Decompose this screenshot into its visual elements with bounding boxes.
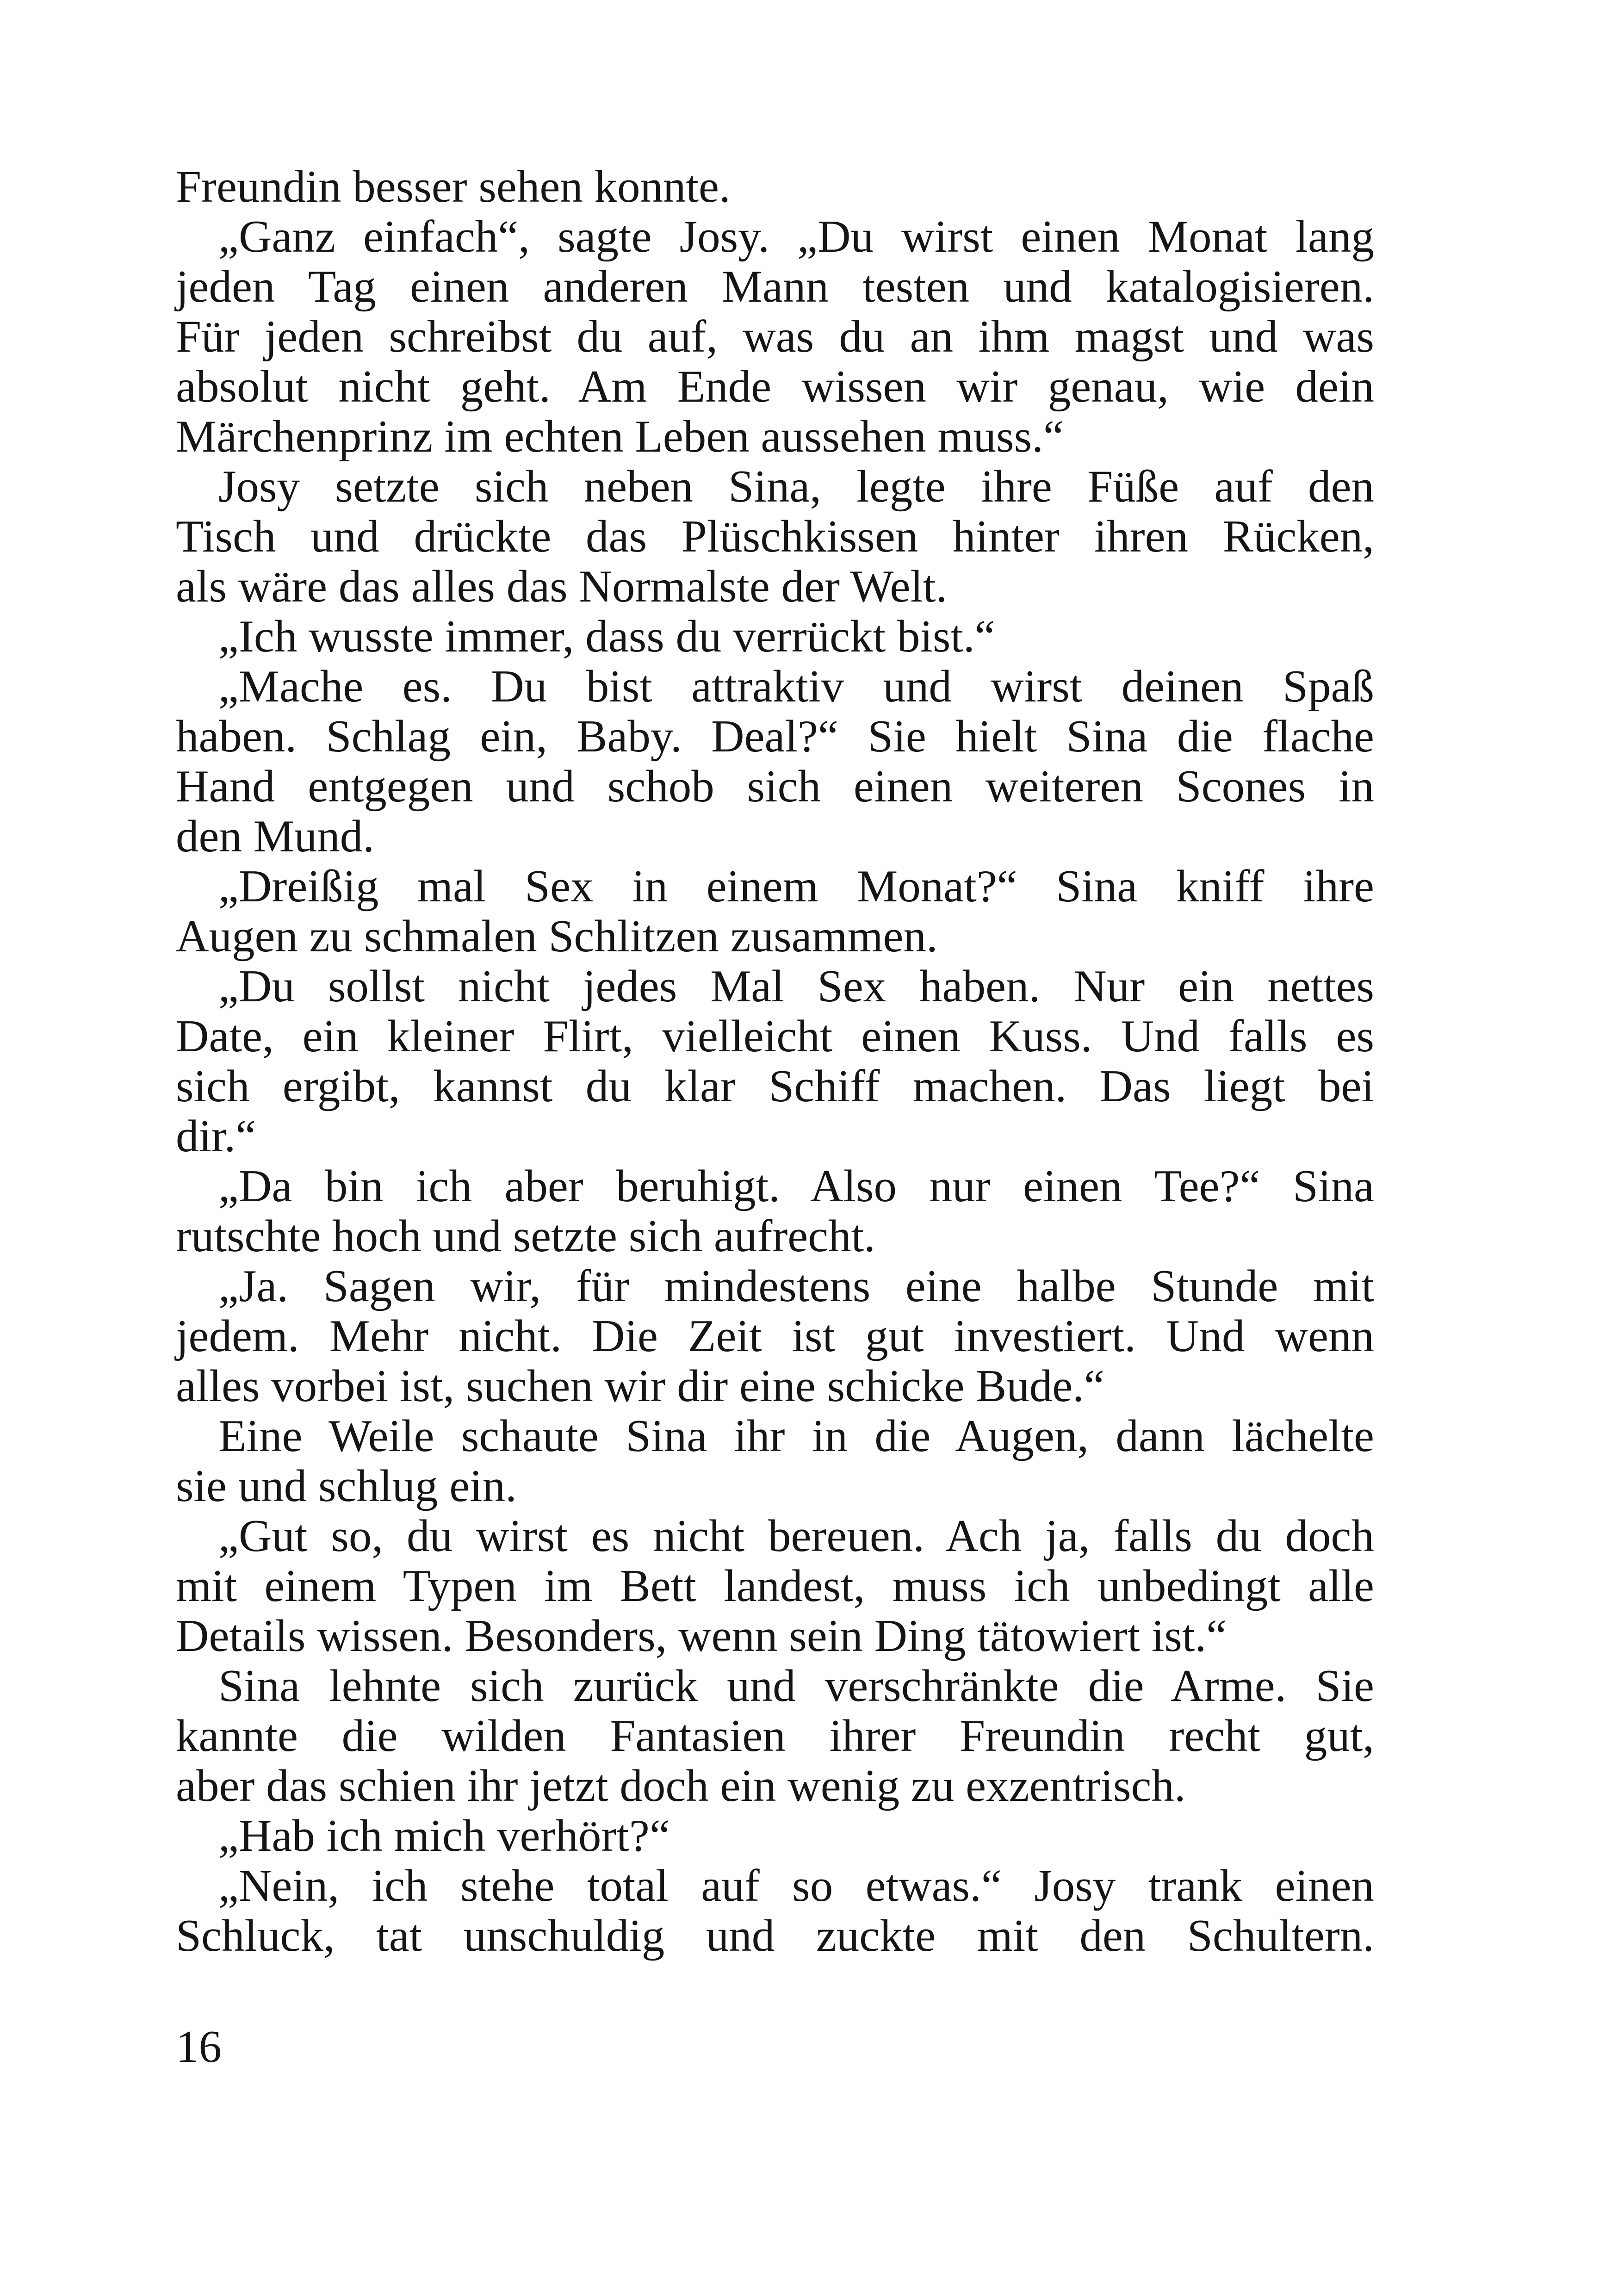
text-line: „Dreißig mal Sex in einem Monat?“ Sina kniff ihre xyxy=(218,861,1374,912)
text-line: Für jeden schreibst du auf, was du an ihm magst und was xyxy=(176,311,1374,362)
text-line: mit einem Typen im Bett landest, muss ich unbedingt alle xyxy=(176,1561,1374,1611)
page-body xyxy=(176,162,1374,2013)
text-line: kannte die wilden Fantasien ihrer Freundin recht gut, xyxy=(176,1711,1374,1761)
text-line: als wäre das alles das Normalste der Welt. xyxy=(176,561,948,612)
text-line: Märchenprinz im echten Leben aussehen muss.“ xyxy=(176,411,1064,462)
text-line: „Da bin ich aber beruhigt. Also nur einen Tee?“ Sina xyxy=(218,1161,1374,1211)
text-line: „Ganz einfach“, sagte Josy. „Du wirst einen Monat lang xyxy=(218,211,1374,262)
text-line: aber das schien ihr jetzt doch ein wenig zu exzentrisch. xyxy=(176,1761,1186,1811)
text-line: haben. Schlag ein, Baby. Deal?“ Sie hielt Sina die flache xyxy=(176,711,1374,762)
text-line: rutschte hoch und setzte sich aufrecht. xyxy=(176,1211,875,1261)
text-line: Josy setzte sich neben Sina, legte ihre Füße auf den xyxy=(218,461,1374,512)
page-number: 16 xyxy=(176,2022,222,2072)
text-line: sich ergibt, kannst du klar Schiff machen. Das liegt bei xyxy=(176,1061,1374,1111)
text-line: „Nein, ich stehe total auf so etwas.“ Josy trank einen xyxy=(218,1861,1374,1911)
text-line: sie und schlug ein. xyxy=(176,1461,517,1511)
text-line: Date, ein kleiner Flirt, vielleicht einen Kuss. Und falls es xyxy=(176,1011,1374,1061)
text-line: „Gut so, du wirst es nicht bereuen. Ach ja, falls du doch xyxy=(218,1511,1374,1561)
text-line: jeden Tag einen anderen Mann testen und katalogisieren. xyxy=(176,261,1374,312)
text-line: jedem. Mehr nicht. Die Zeit ist gut investiert. Und wenn xyxy=(176,1311,1374,1361)
text-line: „Du sollst nicht jedes Mal Sex haben. Nur ein nettes xyxy=(218,961,1374,1011)
text-line: Freundin besser sehen konnte. xyxy=(176,161,731,212)
text-line: Augen zu schmalen Schlitzen zusammen. xyxy=(176,911,938,962)
text-line: Eine Weile schaute Sina ihr in die Augen, dann lächelte xyxy=(218,1411,1374,1461)
text-line: Schluck, tat unschuldig und zuckte mit den Schultern. xyxy=(176,1911,1374,1961)
text-line: „Ja. Sagen wir, für mindestens eine halbe Stunde mit xyxy=(218,1261,1374,1311)
text-line: Hand entgegen und schob sich einen weiteren Scones in xyxy=(176,761,1374,812)
text-line: alles vorbei ist, suchen wir dir eine schicke Bude.“ xyxy=(176,1361,1104,1411)
text-line: den Mund. xyxy=(176,811,374,862)
text-line: „Hab ich mich verhört?“ xyxy=(218,1811,670,1861)
text-line: Details wissen. Besonders, wenn sein Ding tätowiert ist.“ xyxy=(176,1611,1227,1661)
text-line: Tisch und drückte das Plüschkissen hinter ihren Rücken, xyxy=(176,511,1374,562)
text-line: dir.“ xyxy=(176,1111,256,1161)
text-line: Sina lehnte sich zurück und verschränkte die Arme. Sie xyxy=(218,1661,1374,1711)
text-line: „Mache es. Du bist attraktiv und wirst deinen Spaß xyxy=(218,661,1374,712)
text-line: „Ich wusste immer, dass du verrückt bist.“ xyxy=(218,611,995,662)
text-line: absolut nicht geht. Am Ende wissen wir genau, wie dein xyxy=(176,361,1374,412)
